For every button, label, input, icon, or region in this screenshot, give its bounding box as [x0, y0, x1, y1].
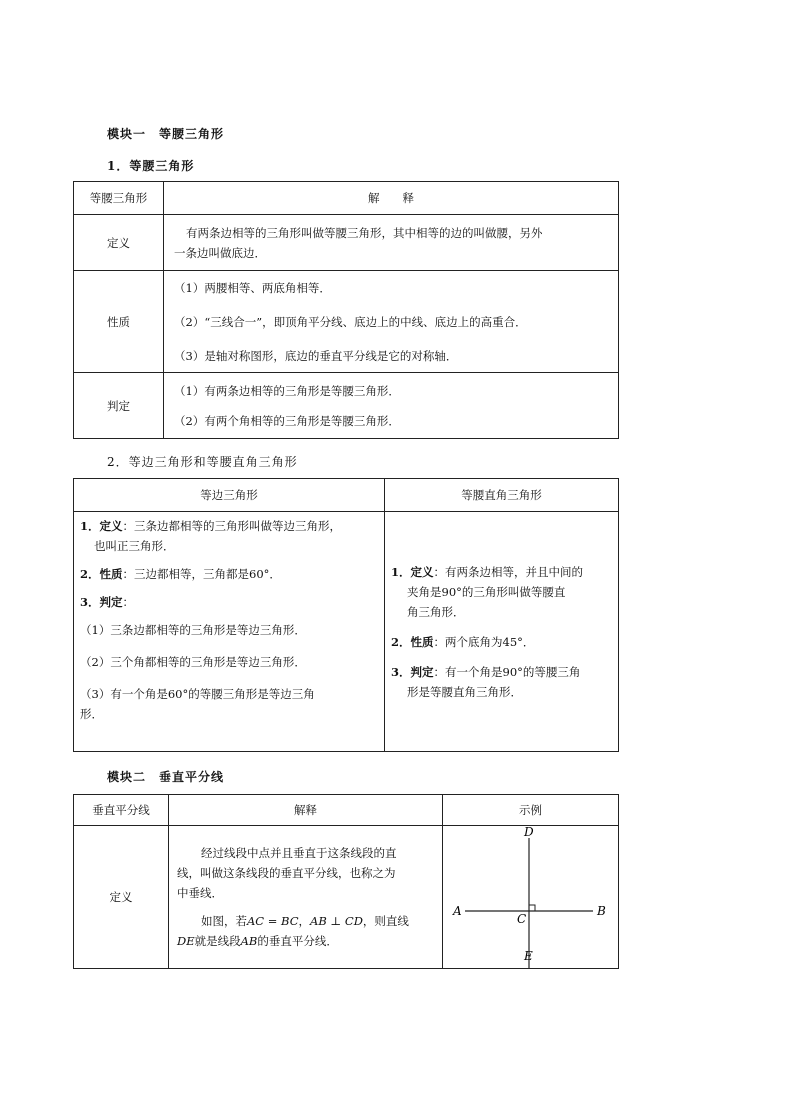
- equation: DE: [177, 934, 195, 948]
- equilateral-cell: [74, 512, 385, 752]
- table3-row-label: 定义: [74, 826, 169, 969]
- table3-header-term: 垂直平分线: [74, 795, 169, 826]
- item-number: 1．: [80, 519, 100, 533]
- item-text: 形是等腰直角三角形．: [407, 684, 522, 699]
- list-item: （3）有一个角是60°的等腰三角形是等边三角: [80, 687, 315, 701]
- equilateral-table: [73, 478, 619, 752]
- table1-row-label: 判定: [74, 373, 164, 439]
- item-text: ：三条边都相等的三角形叫做等边三角形，: [122, 519, 342, 533]
- item-text: ：有两条边相等，并且中间的: [433, 564, 584, 579]
- example-text: ，: [298, 914, 311, 928]
- table1-header-explain: 解 释: [164, 182, 619, 215]
- label-e: E: [524, 949, 533, 963]
- section1-title: 1．等腰三角形: [107, 159, 195, 173]
- definition-line: 经过线段中点并且垂直于这条线段的直: [201, 846, 397, 860]
- example-text: 如图，若: [201, 914, 247, 928]
- judgement-line: （2）有两个角相等的三角形是等腰三角形．: [174, 413, 400, 428]
- item-number: 2．: [80, 567, 100, 581]
- item-number: 1．: [391, 564, 411, 579]
- item-key: 定义: [410, 564, 434, 579]
- table3-header-example: 示例: [443, 795, 619, 826]
- figure-cell: [443, 826, 619, 969]
- definition-line: 线，叫做这条线段的垂直平分线，也称之为: [177, 866, 396, 880]
- equation: AB ⊥ CD: [310, 914, 363, 928]
- item-text: 也叫正三角形．: [94, 539, 175, 553]
- item-text: 夹角是90°的三角形叫做等腰直: [407, 584, 566, 599]
- item-text: ：两个底角为45°．: [433, 634, 535, 649]
- definition-line: 有两条边相等的三角形叫做等腰三角形，其中相等的边的叫做腰，另外: [186, 225, 543, 240]
- property-line: （2）“三线合一”，即顶角平分线、底边上的中线、底边上的高重合．: [174, 314, 527, 329]
- property-line: （3）是轴对称图形，底边的垂直平分线是它的对称轴．: [174, 348, 458, 363]
- example-text: 的垂直平分线．: [257, 934, 338, 948]
- table2-header-right-isosceles: 等腰直角三角形: [385, 479, 619, 512]
- item-key: 定义: [99, 519, 123, 533]
- item-key: 性质: [410, 634, 434, 649]
- property-line: （1）两腰相等、两底角相等．: [174, 280, 331, 295]
- table-row: [74, 373, 619, 439]
- table1-header-term: 等腰三角形: [74, 182, 164, 215]
- example-text: ，则直线: [362, 914, 409, 928]
- label-a: A: [453, 904, 462, 918]
- list-item: （1）三条边都相等的三角形是等边三角形．: [80, 623, 306, 637]
- list-item: （2）三个角都相等的三角形是等边三角形．: [80, 655, 306, 669]
- equation: AC = BC: [247, 914, 299, 928]
- item-key: 性质: [99, 567, 123, 581]
- item-key: 判定: [410, 664, 434, 679]
- table-row: [74, 215, 619, 271]
- item-text: ：: [122, 595, 135, 609]
- right-isosceles-cell: [385, 512, 619, 752]
- judgement-line: （1）有两条边相等的三角形是等腰三角形．: [174, 383, 400, 398]
- item-text: 角三角形．: [407, 604, 465, 619]
- isosceles-table: [73, 181, 619, 439]
- label-d: D: [524, 826, 534, 839]
- item-number: 3．: [391, 664, 411, 679]
- table3-header-explain: 解释: [169, 795, 443, 826]
- right-angle-mark: [529, 905, 535, 911]
- definition-line: 一条边叫做底边．: [174, 245, 266, 260]
- perpendicular-figure: [443, 826, 619, 968]
- definition-cell: [169, 826, 443, 969]
- item-key: 判定: [99, 595, 123, 609]
- module1-title: 模块一 等腰三角形: [107, 127, 225, 141]
- label-c: C: [517, 912, 527, 926]
- table-row: [74, 271, 619, 373]
- item-text: ：有一个角是90°的等腰三角: [433, 664, 581, 679]
- perpendicular-bisector-table: [73, 794, 619, 969]
- item-text: ：三边都相等，三角都是60°．: [122, 567, 281, 581]
- label-b: B: [597, 904, 606, 918]
- item-number: 2．: [391, 634, 411, 649]
- table1-row-label: 定义: [74, 215, 164, 271]
- table2-header-equilateral: 等边三角形: [74, 479, 385, 512]
- table1-row-label: 性质: [74, 271, 164, 373]
- module2-title: 模块二 垂直平分线: [107, 770, 225, 784]
- item-number: 3．: [80, 595, 100, 609]
- section2-title: 2．等边三角形和等腰直角三角形: [107, 455, 298, 469]
- definition-line: 中垂线．: [177, 886, 223, 900]
- equation: AB: [240, 934, 258, 948]
- list-item: 形．: [80, 707, 103, 721]
- example-text: 就是线段: [194, 934, 241, 948]
